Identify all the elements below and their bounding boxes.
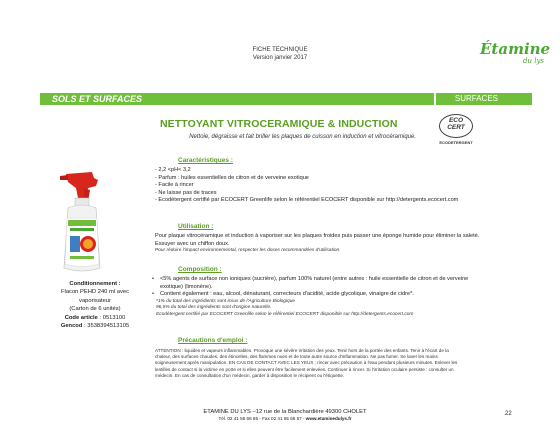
composition-b2: Contient également : eau, alcool, dénaturant, correcteurs d'acidité, acide glycolique, vinaigre de cidre*. bbox=[160, 291, 414, 298]
precaution-line: chaleur, des surfaces chaudes, des étincelles, des flammes nues et de toute autre source d'inflammation. Ne pas fumer. Se laver les mains bbox=[155, 354, 438, 360]
carac-line: - Ecodétergent certifié par ECOCERT Greenlife selon le référentiel ECOCERT disponible sur http://detergents.ecocert.com bbox=[155, 197, 459, 204]
footer-address: –12 rue de la Blanchardière 49300 CHOLET bbox=[250, 409, 367, 415]
footer-company-line bbox=[200, 409, 370, 415]
precautions-body bbox=[155, 348, 535, 379]
gencod-value: : 3538394513105 bbox=[84, 323, 130, 330]
footer-contact: Tél. 02 41 55 66 65 - Fax 02 41 55 66 57 - bbox=[218, 416, 306, 421]
flacon-text: Flacon PEHD 240 ml avec bbox=[61, 289, 129, 296]
footer-contact-line bbox=[200, 416, 370, 421]
utilisation-title: Utilisation : bbox=[178, 223, 214, 230]
composition-note: 96,5% du total des ingrédients sont d'origine naturelle. bbox=[156, 305, 272, 311]
carac-line: - Ne laisse pas de traces bbox=[155, 189, 217, 196]
logo-text: Étamine bbox=[480, 40, 551, 58]
composition-note: Ecodétergent certifié par ECOCERT Greenlife selon le référentiel ECOCERT disponible sur http://detergents.ecocert.com bbox=[156, 311, 414, 317]
code-label: Code article bbox=[64, 314, 98, 321]
utilisation-note: Pour réduire l'impact environnemental, respecter les doses recommandées d'utilisation. bbox=[155, 248, 341, 254]
composition-note: *1% du total des ingrédients sont issus de l'Agriculture Biologique bbox=[156, 298, 296, 304]
utilisation-body bbox=[155, 233, 479, 255]
carac-line: - Facile à rincer bbox=[155, 182, 194, 189]
carac-line: - 2,2 <pH< 3,2 bbox=[155, 167, 191, 173]
ecocert-badge bbox=[437, 114, 475, 146]
precaution-line: ATTENTION : liquides et vapeurs inflammables. Provoque une sévère irritation des yeux. Tenir hors de la portée des enfants. Tenir à l'écart de la bbox=[155, 348, 449, 353]
page-number: 22 bbox=[505, 411, 512, 417]
utilisation-line: Pour plaque vitrocéramique et induction à vaporiser sur les plaques froides puis passer une éponge humide pour éliminer la saleté. bbox=[155, 233, 480, 239]
packaging-info bbox=[40, 280, 150, 330]
spray-bottle-image bbox=[58, 168, 108, 276]
product-subtitle: Nettoie, dégraisse et fait briller les plaques de cuisson en induction et vitrocéramique. bbox=[189, 134, 416, 140]
brand-logo bbox=[480, 40, 550, 72]
code-article bbox=[40, 314, 150, 322]
ecocert-bottom: CERT bbox=[447, 124, 465, 131]
caracteristiques-list bbox=[155, 167, 458, 205]
composition-b1-l2: exotique) (limonène). bbox=[160, 283, 213, 290]
section-composition bbox=[178, 266, 222, 273]
ecocert-top: ECO bbox=[448, 117, 464, 124]
doc-type: FICHE TECHNIQUE bbox=[252, 47, 308, 53]
caracteristiques-title: Caractéristiques : bbox=[178, 157, 233, 164]
composition-body bbox=[150, 276, 468, 318]
footer-website-link[interactable]: www.etaminedulys.fr bbox=[305, 416, 352, 421]
precaution-line: médecin. En cas de consultation d'un médecin, garder à disposition le récipient ou l'étiquette. bbox=[155, 372, 345, 378]
vaporisateur-text: vaporisateur bbox=[79, 297, 111, 304]
precaution-line: soigneusement après manipulation. EN CAS DE CONTACT AVEC LES YEUX : rincer avec précaution à l'eau pendant plusieurs minutes. Enlever les bbox=[155, 360, 458, 366]
document-header bbox=[150, 46, 410, 62]
composition-title: Composition : bbox=[178, 266, 222, 273]
precaution-line: lentilles de contact si la victime en porte et si elles peuvent être facilement enlevées. Continuer à rincer. Si l'irritation oculaire persiste : consulter un bbox=[155, 366, 454, 372]
footer-company: ETAMINE DU LYS bbox=[203, 409, 251, 415]
composition-bullet bbox=[150, 291, 468, 299]
precautions-title: Précautions d'emploi : bbox=[178, 337, 248, 344]
conditionnement-label: Conditionnement : bbox=[69, 281, 121, 287]
product-title: NETTOYANT VITROCERAMIQUE & INDUCTION bbox=[160, 118, 398, 130]
category-right: SURFACES bbox=[454, 94, 498, 103]
carton-text: (Carton de 6 unités) bbox=[69, 306, 121, 313]
doc-version: Version janvier 2017 bbox=[252, 55, 308, 61]
composition-b1-l1: <5% agents de surface non ioniques (sucrière), parfum 100% naturel (entre autres : huile essentielle de citron et de verveine bbox=[160, 276, 469, 282]
code-value: : 0513100 bbox=[99, 314, 126, 321]
gencod bbox=[40, 322, 150, 330]
composition-bullet bbox=[150, 276, 468, 284]
ecocert-label: ECODETERGENT bbox=[439, 140, 473, 145]
gencod-label: Gencod bbox=[60, 323, 83, 330]
document-footer bbox=[200, 409, 370, 421]
section-utilisation bbox=[178, 223, 213, 230]
ecocert-text bbox=[437, 117, 475, 131]
section-precautions bbox=[178, 337, 247, 344]
category-band bbox=[40, 93, 532, 105]
band-divider bbox=[434, 93, 436, 105]
utilisation-line: Essuyer avec un chiffon doux. bbox=[155, 240, 230, 247]
logo-subtext: du lys bbox=[523, 57, 544, 65]
category-left: SOLS ET SURFACES bbox=[52, 94, 143, 104]
carac-line: - Parfum : huiles essentielles de citron et de verveine exotique bbox=[155, 174, 309, 181]
section-caracteristiques bbox=[178, 157, 233, 164]
